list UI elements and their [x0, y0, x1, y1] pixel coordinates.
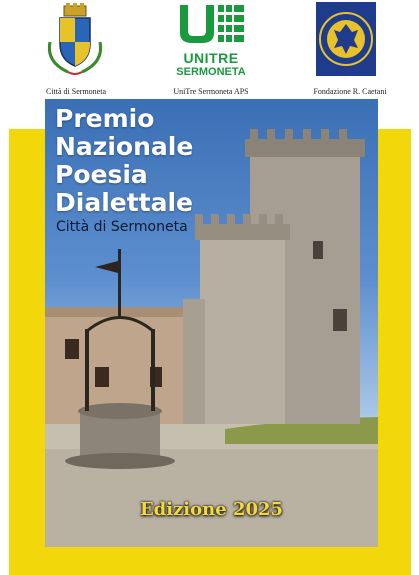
cover-photo [45, 99, 378, 547]
unitre-brand-line1: UNITRE [183, 50, 239, 66]
logo-caption-fondazione: Fondazione R. Caetani [313, 87, 387, 96]
title-line-2: Nazionale [55, 132, 194, 161]
logo-caption-unitre: UniTre Sermoneta APS [173, 87, 249, 96]
title-line-1: Premio [55, 104, 155, 133]
title-line-4: Dialettale [55, 188, 194, 217]
title-subtitle: Città di Sermoneta [56, 219, 188, 235]
unitre-logo-icon [176, 3, 246, 55]
unitre-brand-line2: SERMONETA [176, 66, 246, 78]
edition-label: Edizione 2025 [139, 499, 284, 520]
fondazione-seal-icon [314, 2, 378, 80]
title-line-3: Poesia [55, 160, 148, 189]
coat-of-arms-icon [40, 2, 110, 82]
logo-caption-citta: Città di Sermoneta [46, 87, 106, 96]
